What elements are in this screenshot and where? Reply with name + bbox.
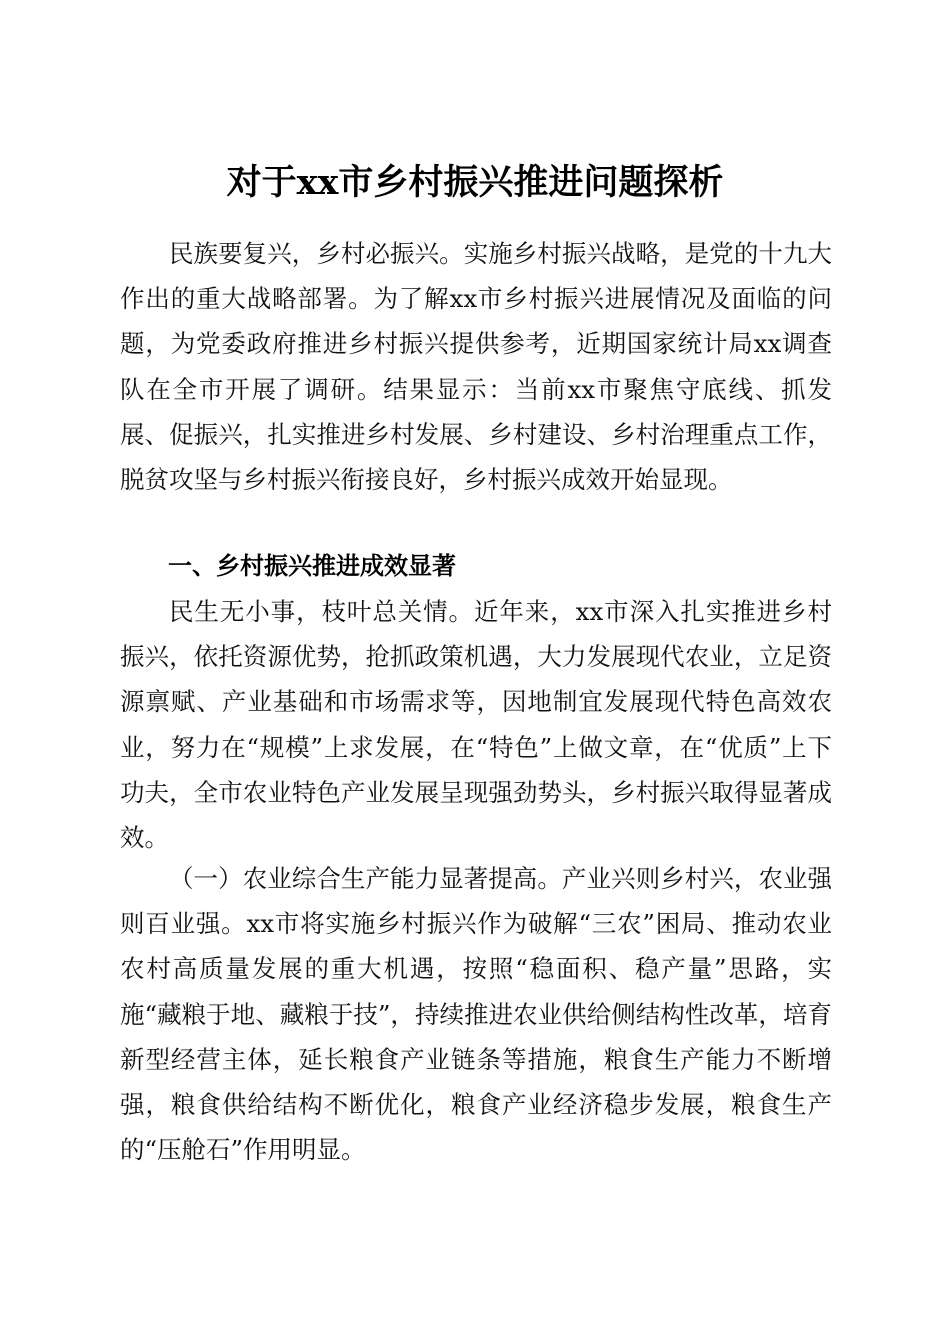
section-paragraph: 民生无小事，枝叶总关情。近年来，xx市深入扎实推进乡村振兴，依托资源优势，抢抓政策机遇，大力发展现代农业，立足资源禀赋、产业基础和市场需求等，因地制宜发展现代特色高效农业，努力在“规模”上求发展，在“特色”上做文章，在“优质”上下功夫，全市农业特色产业发展呈现强劲势头，乡村振兴取得显著成效。 xyxy=(120,597,832,853)
intro-paragraph: 民族要复兴，乡村必振兴。实施乡村振兴战略，是党的十九大作出的重大战略部署。为了解xx市乡村振兴进展情况及面临的问题，为党委政府推进乡村振兴提供参考，近期国家统计局xx调查队在全市开展了调研。结果显示：当前xx市聚焦守底线、抓发展、促振兴，扎实推进乡村发展、乡村建设、乡村治理重点工作，脱贫攻坚与乡村振兴衔接良好，乡村振兴成效开始显现。 xyxy=(120,239,832,495)
section-heading: 一、乡村振兴推进成效显著 xyxy=(168,552,456,580)
subsection-lead: （一）农业综合生产能力显著提高。 xyxy=(169,864,562,893)
document-title: 对于xx市乡村振兴推进问题探析 xyxy=(226,162,724,204)
subsection-paragraph xyxy=(120,856,832,1172)
subsection-body: 产业兴则乡村兴，农业强则百业强。xx市将实施乡村振兴作为破解“三农”困局、推动农业农村高质量发展的重大机遇，按照“稳面积、稳产量”思路，实施“藏粮于地、藏粮于技”，持续推进农业供给侧结构性改革，培育新型经营主体，延长粮食产业链条等措施，粮食生产能力不断增强，粮食供给结构不断优化，粮食产业经济稳步发展，粮食生产的“压舱石”作用明显。 xyxy=(120,864,832,1165)
